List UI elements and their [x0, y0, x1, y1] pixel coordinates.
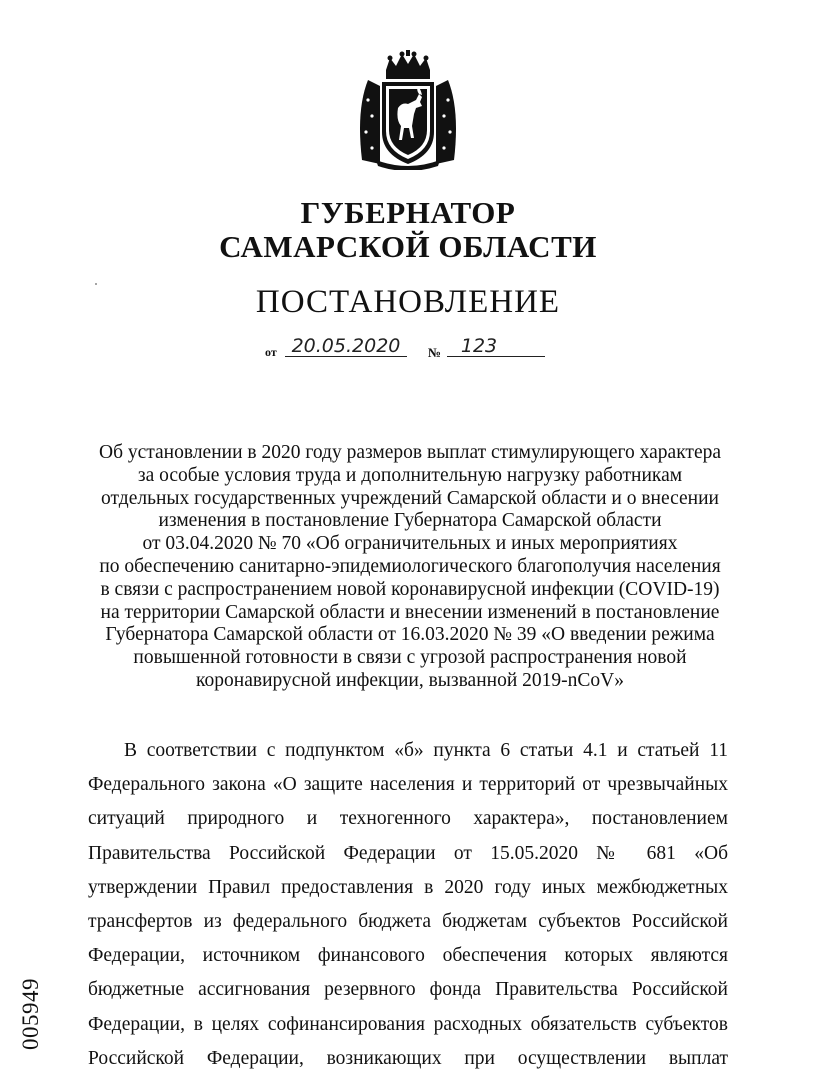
subject-line: Об установлении в 2020 году размеров выплат стимулирующего характера	[98, 442, 722, 463]
body-line: В соответствии с подпунктом «б» пункта 6 статьи 4.1 и статьей 11	[124, 740, 728, 761]
body-line: Федерации, в целях софинансирования расходных обязательств субъектов	[88, 1013, 728, 1035]
date-number-line	[265, 335, 565, 361]
document-type: ПОСТАНОВЛЕНИЕ	[255, 284, 561, 320]
subject-line: в связи с распространением новой коронавирусной инфекции (COVID-19)	[100, 578, 720, 600]
subject-line: по обеспечению санитарно-эпидемиологического благополучия населения	[99, 555, 721, 577]
subject-line: от 03.04.2020 № 70 «Об ограничительных и иных мероприятиях	[142, 533, 678, 555]
subject-line: повышенной готовности в связи с угрозой распространения новой	[133, 647, 687, 669]
coat-of-arms-icon	[346, 50, 470, 170]
body-line: Правительства Российской Федерации от 15.05.2020 № 681 «Об	[88, 842, 728, 864]
subject-line: отдельных государственных учреждений Самарской области и о внесении	[101, 487, 719, 509]
body-line: Российской Федерации, возникающих при осуществлении выплат	[88, 1047, 728, 1069]
subject-line: Губернатора Самарской области от 16.03.2020 № 39 «О введении режима	[105, 624, 715, 646]
body-line: Федерального закона «О защите населения и территорий от чрезвычайных	[88, 774, 728, 796]
subject-line: коронавирусной инфекции, вызванной 2019-nCoV»	[196, 669, 624, 691]
organization-region: САМАРСКОЙ ОБЛАСТИ	[219, 229, 597, 264]
body-line: утверждении Правил предоставления в 2020 году иных межбюджетных	[88, 876, 728, 898]
body-line: ситуаций природного и техногенного характера», постановлением	[88, 808, 728, 830]
date-label: от	[265, 345, 277, 359]
body-line: трансфертов из федерального бюджета бюджетам субъектов Российской	[88, 910, 728, 932]
document-subject	[60, 442, 760, 693]
organization-title: ГУБЕРНАТОР	[300, 195, 516, 230]
subject-line: на территории Самарской области и внесении изменений в постановление	[100, 601, 720, 623]
subject-line: изменения в постановление Губернатора Самарской области	[158, 510, 662, 532]
document-body	[88, 734, 728, 1076]
number-label: №	[428, 345, 442, 360]
number-value: 123	[460, 335, 498, 357]
date-value: 20.05.2020	[291, 335, 401, 357]
body-line: Федерации, источником финансового обеспечения которых являются	[88, 945, 728, 967]
body-line: бюджетные ассигнования резервного фонда Правительства Российской	[88, 979, 728, 1001]
scan-dot	[95, 283, 97, 285]
margin-stamp-number: 005949	[18, 978, 43, 1050]
subject-line: за особые условия труда и дополнительную нагрузку работникам	[137, 464, 683, 486]
